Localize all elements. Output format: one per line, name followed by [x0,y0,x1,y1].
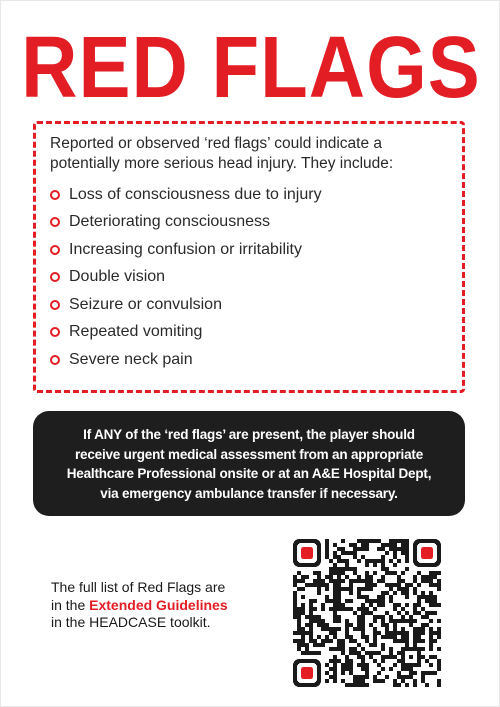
red-ring-bullet-icon [50,355,60,365]
list-item [50,291,448,319]
red-ring-bullet-icon [50,217,60,227]
flag-label: Severe neck pain [69,350,193,368]
list-item [50,181,448,209]
flag-label: Deteriorating consciousness [69,213,270,231]
qr-finder-top-left [293,539,321,567]
warning-line-3: Healthcare Professional onsite or at an A&E Hospital Dept, [66,466,432,481]
warning-line-4: via emergency ambulance transfer if necessary. [100,485,398,501]
red-ring-bullet-icon [50,245,60,255]
footer-line-3: in the HEADCASE toolkit. [51,614,211,630]
warning-line-2: receive urgent medical assessment from an appropriate [74,446,424,462]
footer-line-1: The full list of Red Flags are [51,579,226,595]
page-title: RED FLAGS [21,17,481,116]
qr-finder-top-right [413,539,441,567]
intro-text [50,134,448,174]
flag-list [50,181,448,374]
flag-label: Seizure or convulsion [69,295,222,313]
red-ring-bullet-icon [50,190,60,200]
list-item [50,236,448,264]
list-item [50,209,448,237]
list-item [50,319,448,347]
qr-finder-bottom-left [293,659,321,687]
footer-line-2-prefix: in the [51,596,90,613]
extended-guidelines-link[interactable]: Extended Guidelines [89,596,228,613]
footer-note [51,579,281,632]
flag-label: Double vision [69,268,166,286]
flag-label: Increasing confusion or irritability [69,240,302,258]
list-item [50,264,448,292]
intro-line-1: Reported or observed ‘red flags’ could indicate a [50,135,383,152]
list-item [50,346,448,374]
red-ring-bullet-icon [50,327,60,337]
red-ring-bullet-icon [50,300,60,310]
intro-line-2: potentially more serious head injury. They include: [50,155,394,172]
qr-code-icon[interactable] [293,539,441,687]
warning-line-1: If ANY of the ‘red flags’ are present, the player should [83,427,415,442]
red-flags-box [33,121,465,393]
red-ring-bullet-icon [50,272,60,282]
flag-label: Loss of consciousness due to injury [69,185,322,203]
footer-line-2 [51,597,281,615]
warning-panel [33,411,465,516]
flag-label: Repeated vomiting [69,323,203,341]
